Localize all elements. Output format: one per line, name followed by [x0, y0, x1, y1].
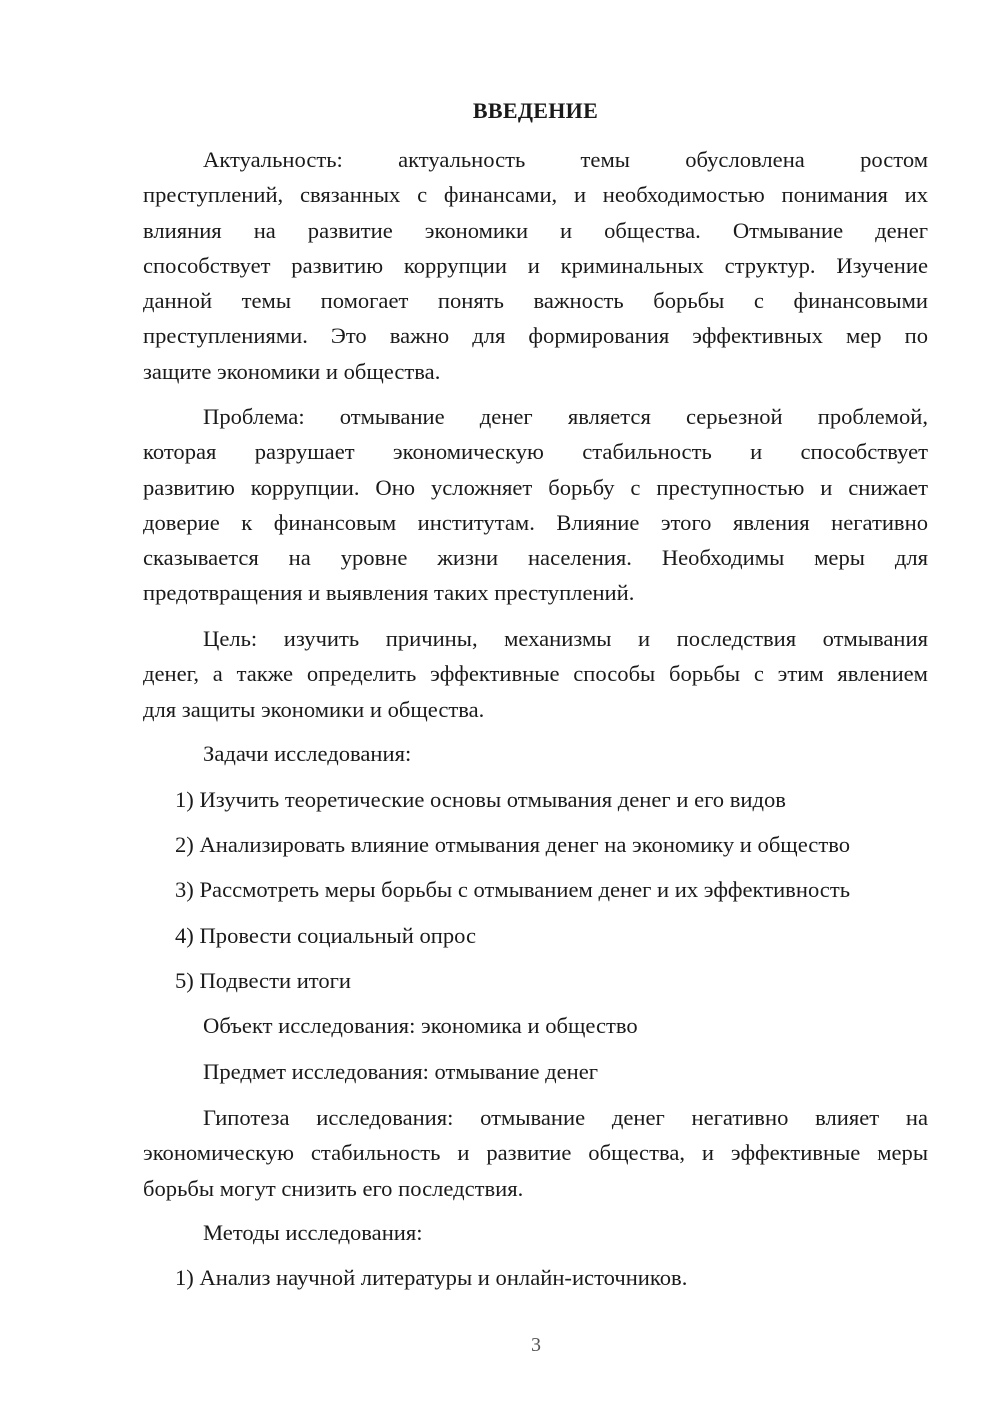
- problem-paragraph: [143, 399, 928, 611]
- paragraph-line: Проблема: отмывание денег является серьезной проблемой,: [203, 404, 928, 429]
- paragraph-line: Актуальность: актуальность темы обусловлена ростом: [203, 147, 928, 172]
- paragraph-line: борьбы могут снизить его последствия.: [143, 1175, 524, 1201]
- paragraph-line: предотвращения и выявления таких преступлений.: [143, 580, 635, 606]
- goal-paragraph: [143, 621, 928, 727]
- paragraph-line: доверие к финансовым институтам. Влияние этого явления негативно: [143, 509, 928, 535]
- research-object: Объект исследования: экономика и общество: [203, 1013, 638, 1038]
- methods-heading: Методы исследования:: [203, 1220, 423, 1245]
- relevance-paragraph: [143, 142, 928, 389]
- paragraph-line: для защиты экономики и общества.: [143, 696, 485, 722]
- paragraph-line: влияния на развитие экономики и общества. Отмывание денег: [143, 217, 928, 243]
- paragraph-line: способствует развитию коррупции и криминальных структур. Изучение: [143, 252, 928, 278]
- page-title: ВВЕДЕНИЕ: [472, 98, 599, 123]
- paragraph-line: сказывается на уровне жизни населения. Необходимы меры для: [143, 545, 928, 571]
- paragraph-line: преступлениями. Это важно для формирования эффективных мер по: [143, 323, 928, 349]
- task-item: 5) Подвести итоги: [175, 968, 352, 993]
- paragraph-line: денег, а также определить эффективные способы борьбы с этим явлением: [143, 661, 928, 687]
- page-number: 3: [531, 1334, 541, 1356]
- method-item: 1) Анализ научной литературы и онлайн-источников.: [175, 1265, 688, 1290]
- paragraph-line: данной темы помогает понять важность борьбы с финансовыми: [143, 288, 928, 314]
- paragraph-line: которая разрушает экономическую стабильность и способствует: [143, 439, 928, 465]
- hypothesis-paragraph: [143, 1100, 928, 1206]
- paragraph-line: развитию коррупции. Оно усложняет борьбу с преступностью и снижает: [143, 474, 928, 500]
- paragraph-line: Цель: изучить причины, механизмы и последствия отмывания: [203, 626, 928, 651]
- paragraph-line: защите экономики и общества.: [143, 358, 441, 384]
- task-item: 3) Рассмотреть меры борьбы с отмыванием денег и их эффективность: [175, 877, 851, 902]
- research-subject: Предмет исследования: отмывание денег: [203, 1059, 599, 1084]
- task-item: 2) Анализировать влияние отмывания денег на экономику и общество: [175, 832, 851, 857]
- task-item: 4) Провести социальный опрос: [175, 923, 477, 948]
- paragraph-line: преступлений, связанных с финансами, и необходимостью понимания их: [143, 182, 928, 208]
- task-item: 1) Изучить теоретические основы отмывания денег и его видов: [175, 787, 786, 812]
- paragraph-line: экономическую стабильность и развитие общества, и эффективные меры: [143, 1140, 928, 1166]
- tasks-heading: Задачи исследования:: [203, 741, 412, 766]
- paragraph-line: Гипотеза исследования: отмывание денег негативно влияет на: [203, 1105, 928, 1130]
